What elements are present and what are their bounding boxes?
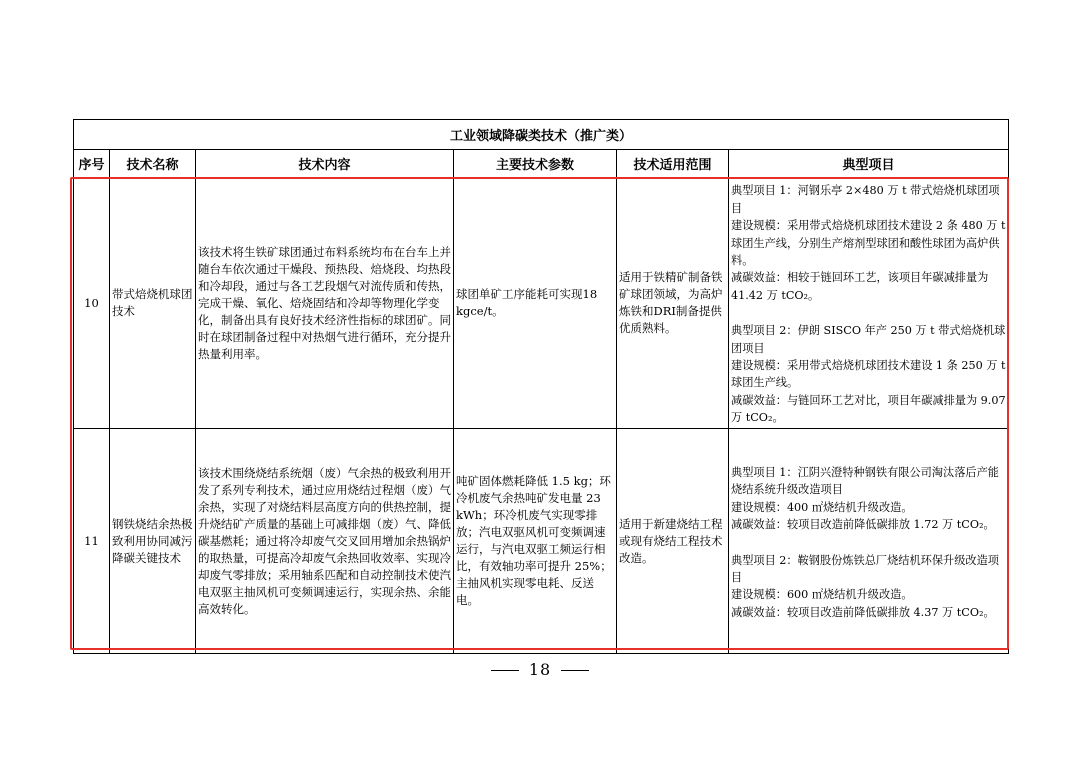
tech-params: 球团单矿工序能耗可实现18 kgce/t。 [454,178,617,429]
table-title: 工业领域降碳类技术（推广类） [74,120,1009,150]
tech-scope: 适用于新建烧结工程或现有烧结工程技术改造。 [617,429,729,654]
table-header-row [74,150,1009,178]
page-number: 18 [528,660,552,679]
table-row [74,178,1009,429]
header-scope: 技术适用范围 [617,150,729,178]
page-dash-left [491,670,519,671]
typical-projects [729,429,1009,654]
project-title: 典型项目 2：鞍钢股份炼铁总厂烧结机环保升级改造项目 [731,553,999,584]
technology-table [73,119,1009,654]
project-title: 典型项目 2：伊朗 SISCO 年产 250 万 t 带式焙烧机球团项目 [731,324,1006,355]
tech-content: 该技术将生铁矿球团通过布料系统均布在台车上并随台车依次通过干燥段、预热段、焙烧段、均热段和冷却段，通过与各工艺段烟气对流传质和传热，完成干燥、氧化、焙烧固结和冷却等物理化学变化，制备出具有良好技术经济性指标的球团矿。同时在球团制备过程中对热烟气进行循环，充分提升热量利用率。 [196,178,454,429]
project-spacer [731,304,1006,322]
tech-scope: 适用于铁精矿制备铁矿球团领域，为高炉炼铁和DRI制备提供优质熟料。 [617,178,729,429]
project-title: 典型项目 1：江阴兴澄特种钢铁有限公司淘汰落后产能烧结系统升级改造项目 [731,465,999,497]
project-scale: 建设规模：采用带式焙烧机球团技术建设 2 条 480 万 t 球团生产线，分别生产熔剂型球团和酸性球团为高炉供料。 [731,219,1006,267]
page-number-footer [0,660,1080,679]
project-benefit: 减碳效益：相较于链回环工艺，该项目年碳减排量为 41.42 万 tCO₂。 [731,271,989,302]
header-params: 主要技术参数 [454,150,617,178]
header-name: 技术名称 [110,150,196,178]
project-benefit: 减碳效益：较项目改造前降低碳排放 1.72 万 tCO₂。 [731,518,995,532]
tech-name: 带式焙烧机球团技术 [110,178,196,429]
tech-content: 该技术围绕烧结系统烟（废）气余热的极致利用开发了系列专利技术，通过应用烧结过程烟（废）气余热，实现了对烧结料层高度方向的供热控制，提升烧结矿产质量的基础上可减排烟（废）气、降低碳基燃耗；通过将冷却废气交叉回用增加余热锅炉的取热量，可提高冷却废气余热回收效率、实现冷却废气零排放；采用轴系匹配和自动控制技术使汽电双驱主抽风机可变频调速运行，实现余热、余能高效转化。 [196,429,454,654]
project-scale: 建设规模：采用带式焙烧机球团技术建设 1 条 250 万 t 球团生产线。 [731,359,1006,390]
project-benefit: 减碳效益：与链回环工艺对比，项目年碳减排量为 9.07 万 tCO₂。 [731,393,1006,425]
project-title: 典型项目 1：河钢乐亭 2×480 万 t 带式焙烧机球团项目 [731,184,1000,215]
tech-name: 钢铁烧结余热极致利用协同减污降碳关键技术 [110,429,196,654]
tech-params: 吨矿固体燃耗降低 1.5 kg；环冷机废气余热吨矿发电量 23 kWh；环冷机废气实现零排放；汽电双驱风机可变频调速运行，与汽电双驱工频运行相比，有效轴功率可提升 25%；主抽风机实现零电耗、反送电。 [454,429,617,654]
typical-projects [729,178,1009,429]
project-scale: 建设规模：600 ㎡烧结机升级改造。 [731,588,913,602]
project-scale: 建设规模：400 ㎡烧结机升级改造。 [731,500,913,514]
header-content: 技术内容 [196,150,454,178]
row-number: 10 [74,178,110,429]
project-spacer [731,534,1006,552]
page-dash-right [561,670,589,671]
table-row [74,429,1009,654]
project-benefit: 减碳效益：较项目改造前降低碳排放 4.37 万 tCO₂。 [731,605,995,619]
row-number: 11 [74,429,110,654]
header-projects: 典型项目 [729,150,1009,178]
header-no: 序号 [74,150,110,178]
